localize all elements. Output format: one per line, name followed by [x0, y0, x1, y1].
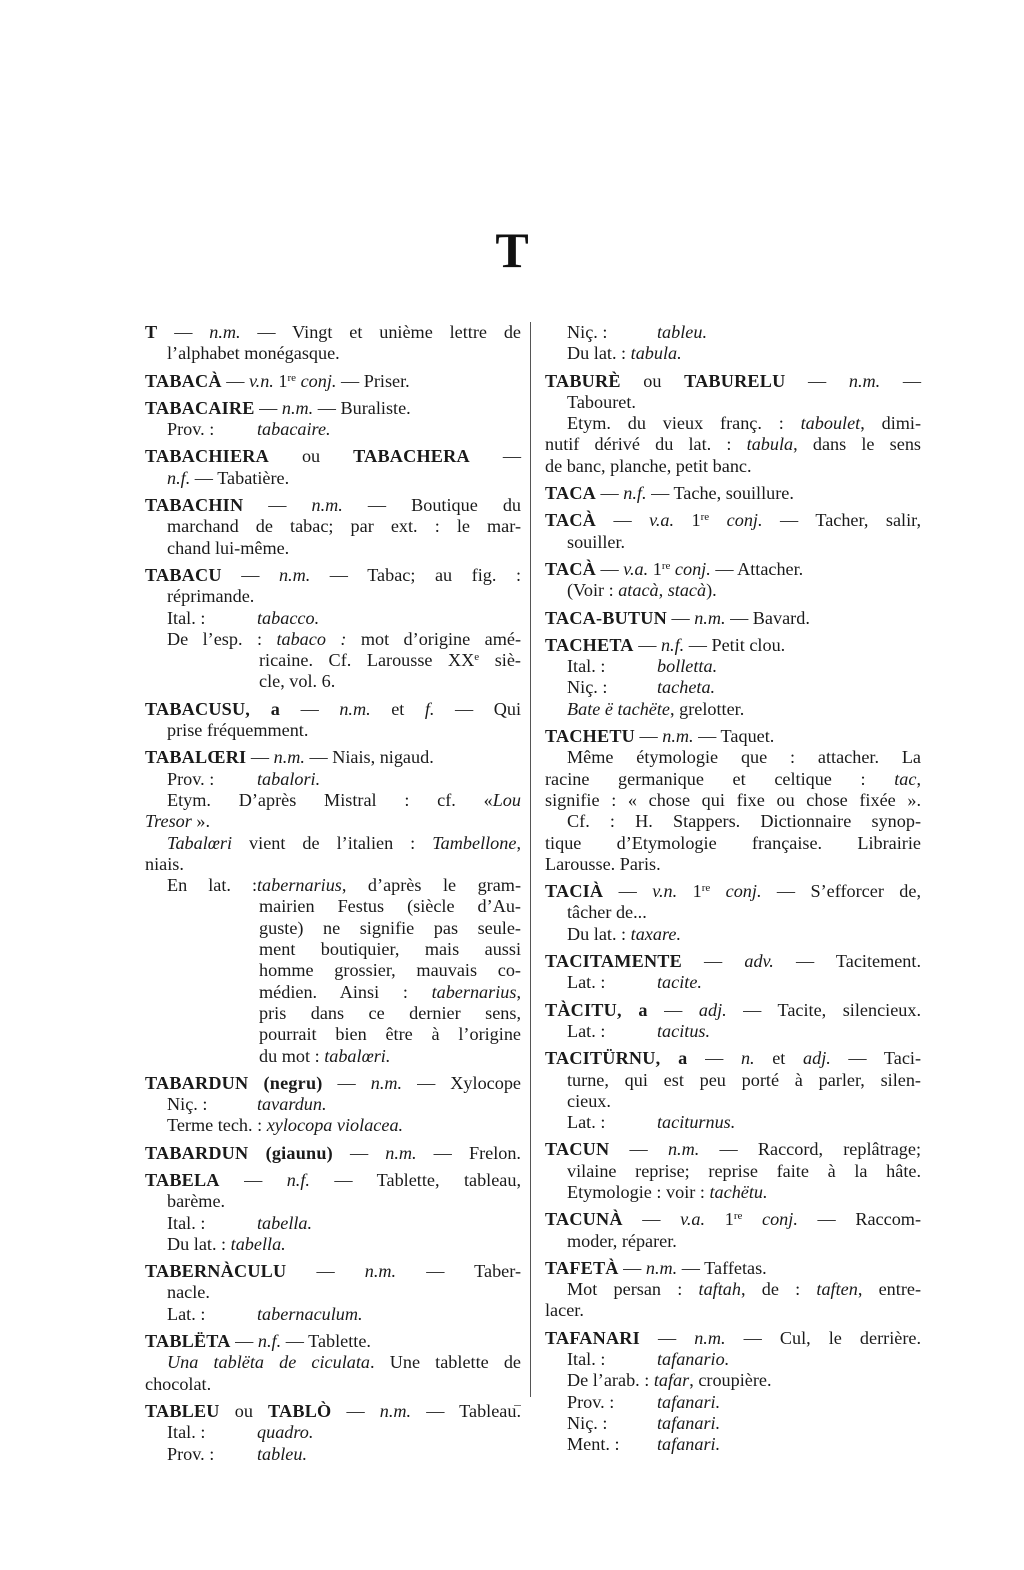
headword: TABALŒRI — [145, 747, 247, 768]
entry-taciturnu: TACITÜRNU, a — n. et adj. — Taci- turne, qui est peu porté à parler, silen- cieux. Lat. : taciturnus. — [545, 1048, 922, 1133]
entry-tabardun-giaunu: TABARDUN (giaunu) — n.m. — Frelon. — [145, 1142, 521, 1163]
headword: TACÀ — [545, 558, 596, 579]
headword: TABLEU — [145, 1400, 220, 1421]
headword: TACUNÀ — [545, 1209, 623, 1230]
entry-tacheta: TACHETA — n.f. — Petit clou. Ital. : bolletta. Niç. : tacheta. Bate ë tachëte, grelotter. — [545, 634, 786, 719]
entry-tafeta: TAFETÀ — n.m. — Taffetas. Mot persan : taftah, de : taften, entre- lacer. — [545, 1257, 922, 1321]
entry-tabacaire: TABACAIRE — n.m. — Buraliste. Prov. : tabacaire. — [145, 397, 411, 440]
entry-tacitu: TÀCITU, a — adj. — Tacite, silencieux. Lat. : tacitus. — [545, 999, 922, 1041]
entry-tableu-continued: Niç. : tableu. Du lat. : tabula. — [567, 322, 708, 364]
headword: TABACU — [145, 564, 222, 585]
headword: TÀCITU, a — [545, 999, 648, 1020]
headword: TACHETA — [545, 634, 634, 655]
entry-tableta: TABLËTA — n.f. — Tablette. Una tablëta de ciculata. Une tablette de chocolat. — [145, 1331, 521, 1394]
headword: TABLËTA — [145, 1331, 231, 1352]
headword: TACA-BUTUN — [545, 607, 667, 628]
headword: TABARDUN (giaunu) — [145, 1142, 333, 1163]
definition: Vingt et unième lettre de — [292, 322, 521, 342]
entry-taca-attacher: TACÀ — v.a. 1re conj. — Attacher. (Voir : atacà, stacà). — [545, 558, 804, 601]
headword: TABURÈ — [545, 370, 621, 391]
entry-tacitamente: TACITAMENTE — adv. — Tacitement. Lat. : tacite. — [545, 951, 921, 993]
headword: TACITAMENTE — [545, 951, 682, 972]
headword: TABELA — [145, 1169, 220, 1190]
column-divider — [530, 322, 531, 1397]
headword: TABERNÀCULU — [145, 1261, 287, 1282]
entry-tabernaculu: TABERNÀCULU — n.m. — Taber- nacle. Lat. : tabernaculum. — [145, 1261, 521, 1324]
entry-tafanari: TAFANARI — n.m. — Cul, le derrière. Ital. : tafanario. De l’arab. : tafar, croupière. Prov. : tafanari. Niç. : tafanari. Ment. : tafanari. — [545, 1327, 921, 1455]
headword: TAFETÀ — [545, 1257, 619, 1278]
headword: TAFANARI — [545, 1327, 640, 1348]
entry-tabachiera: TABACHIERA ou TABACHERA — n.f. — Tabatière. — [145, 446, 521, 488]
headword: TABACHIN — [145, 495, 244, 516]
entry-tachetu: TACHETU — n.m. — Taquet. Même étymologie que : attacher. La racine germanique et celtique : tac, signifie : « chose qui fixe ou chose fixée ». Cf. : H. Stappers. Dictionnaire synop- tique d’Etymologie française. Librairie Larousse. Paris. — [545, 726, 921, 874]
entry-t: T — n.m. — Vingt et unième lettre de l’alphabet monégasque. — [145, 322, 521, 364]
entry-taca: TACA — n.f. — Tache, souillure. — [545, 483, 794, 504]
entry-tabela: TABELA — n.f. — Tablette, tableau, barème. Ital. : tabella. Du lat. : tabella. — [145, 1169, 522, 1254]
headword: TACA — [545, 483, 596, 504]
headword: TABARDUN (negru) — [145, 1072, 323, 1093]
definition: — Priser. — [336, 370, 410, 391]
entry-tabachin: TABACHIN — n.m. — Boutique du marchand de tabac; par ext. : le mar- chand lui-même. — [145, 495, 522, 558]
entry-tacuna: TACUNÀ — v.a. 1re conj. — Raccom- moder, réparer. — [545, 1209, 921, 1251]
entry-tabacu: TABACU — n.m. — Tabac; au fig. : réprimande. Ital. : tabacco. De l’esp. : tabaco : mot d’origine amé- ricaine. Cf. Larousse XXe siè- cle, vol. 6. — [145, 564, 521, 692]
headword: T — [145, 322, 158, 342]
entry-tabure: TABURÈ ou TABURELU — n.m. — Tabouret. Etym. du vieux franç. : taboulet, dimi- nutif dérivé du lat. : tabula, dans le sens de banc, planche, petit banc. — [545, 370, 922, 476]
entry-tacia: TACIÀ — v.n. 1re conj. — S’efforcer de, tâcher de... Du lat. : taxare. — [545, 881, 921, 944]
headword: TACIÀ — [545, 881, 604, 902]
headword: TABACAIRE — [145, 397, 255, 418]
headword: TACÀ — [545, 510, 596, 531]
right-column — [545, 322, 921, 1462]
entry-tableu: TABLEU ou TABLÒ — n.m. — Tableau. Ital. : quadro. Prov. : tableu. — [145, 1400, 521, 1464]
headword: TABACHIERA — [145, 446, 269, 467]
entry-tacun: TACUN — n.m. — Raccord, replâtrage; vilaine reprise; reprise faite à la hâte. Etymologie : voir : tachëtu. — [545, 1139, 922, 1202]
entry-taca-butun: TACA-BUTUN — n.m. — Bavard. — [545, 607, 810, 628]
headword: TABACUSU, a — [145, 698, 281, 719]
headword: TACHETU — [545, 726, 635, 747]
headword: TACUN — [545, 1139, 610, 1160]
headword: TABACÀ — [145, 370, 222, 391]
entry-tabaca: TABACÀ — v.n. 1re conj. — Priser. — [145, 370, 410, 391]
left-column — [145, 322, 521, 1471]
section-letter-heading: T — [495, 222, 529, 278]
part-of-speech: n.m. — [209, 322, 241, 342]
headword: TACITÜRNU, a — [545, 1048, 688, 1069]
entry-taca-tacher: TACÀ — v.a. 1re conj. — Tacher, salir, souiller. — [545, 510, 921, 552]
entry-tabardun-negru: TABARDUN (negru) — n.m. — Xylocope Niç. : tavardun. Terme tech. : xylocopa violacea. — [145, 1072, 521, 1136]
entry-tabacusu: TABACUSU, a — n.m. et f. — Qui prise fréquemment. — [145, 698, 521, 741]
entry-tabaloeri: TABALŒRI — n.m. — Niais, nigaud. Prov. : tabalori. Etym. D’après Mistral : cf. «Lou Tresor ». Tabalœri vient de l’italien : Tambellone, niais. En lat. :tabernarius, d’après le gram- mairien Festus (siècle d’Au- guste) ne signifie pas seule- ment boutiquier, mais aussi homme grossier, mauvais co- médien. Ainsi : tabernarius, pris dans ce dernier sens, pourrait bien être à l’origine du mot : tabalœri. — [145, 747, 521, 1066]
